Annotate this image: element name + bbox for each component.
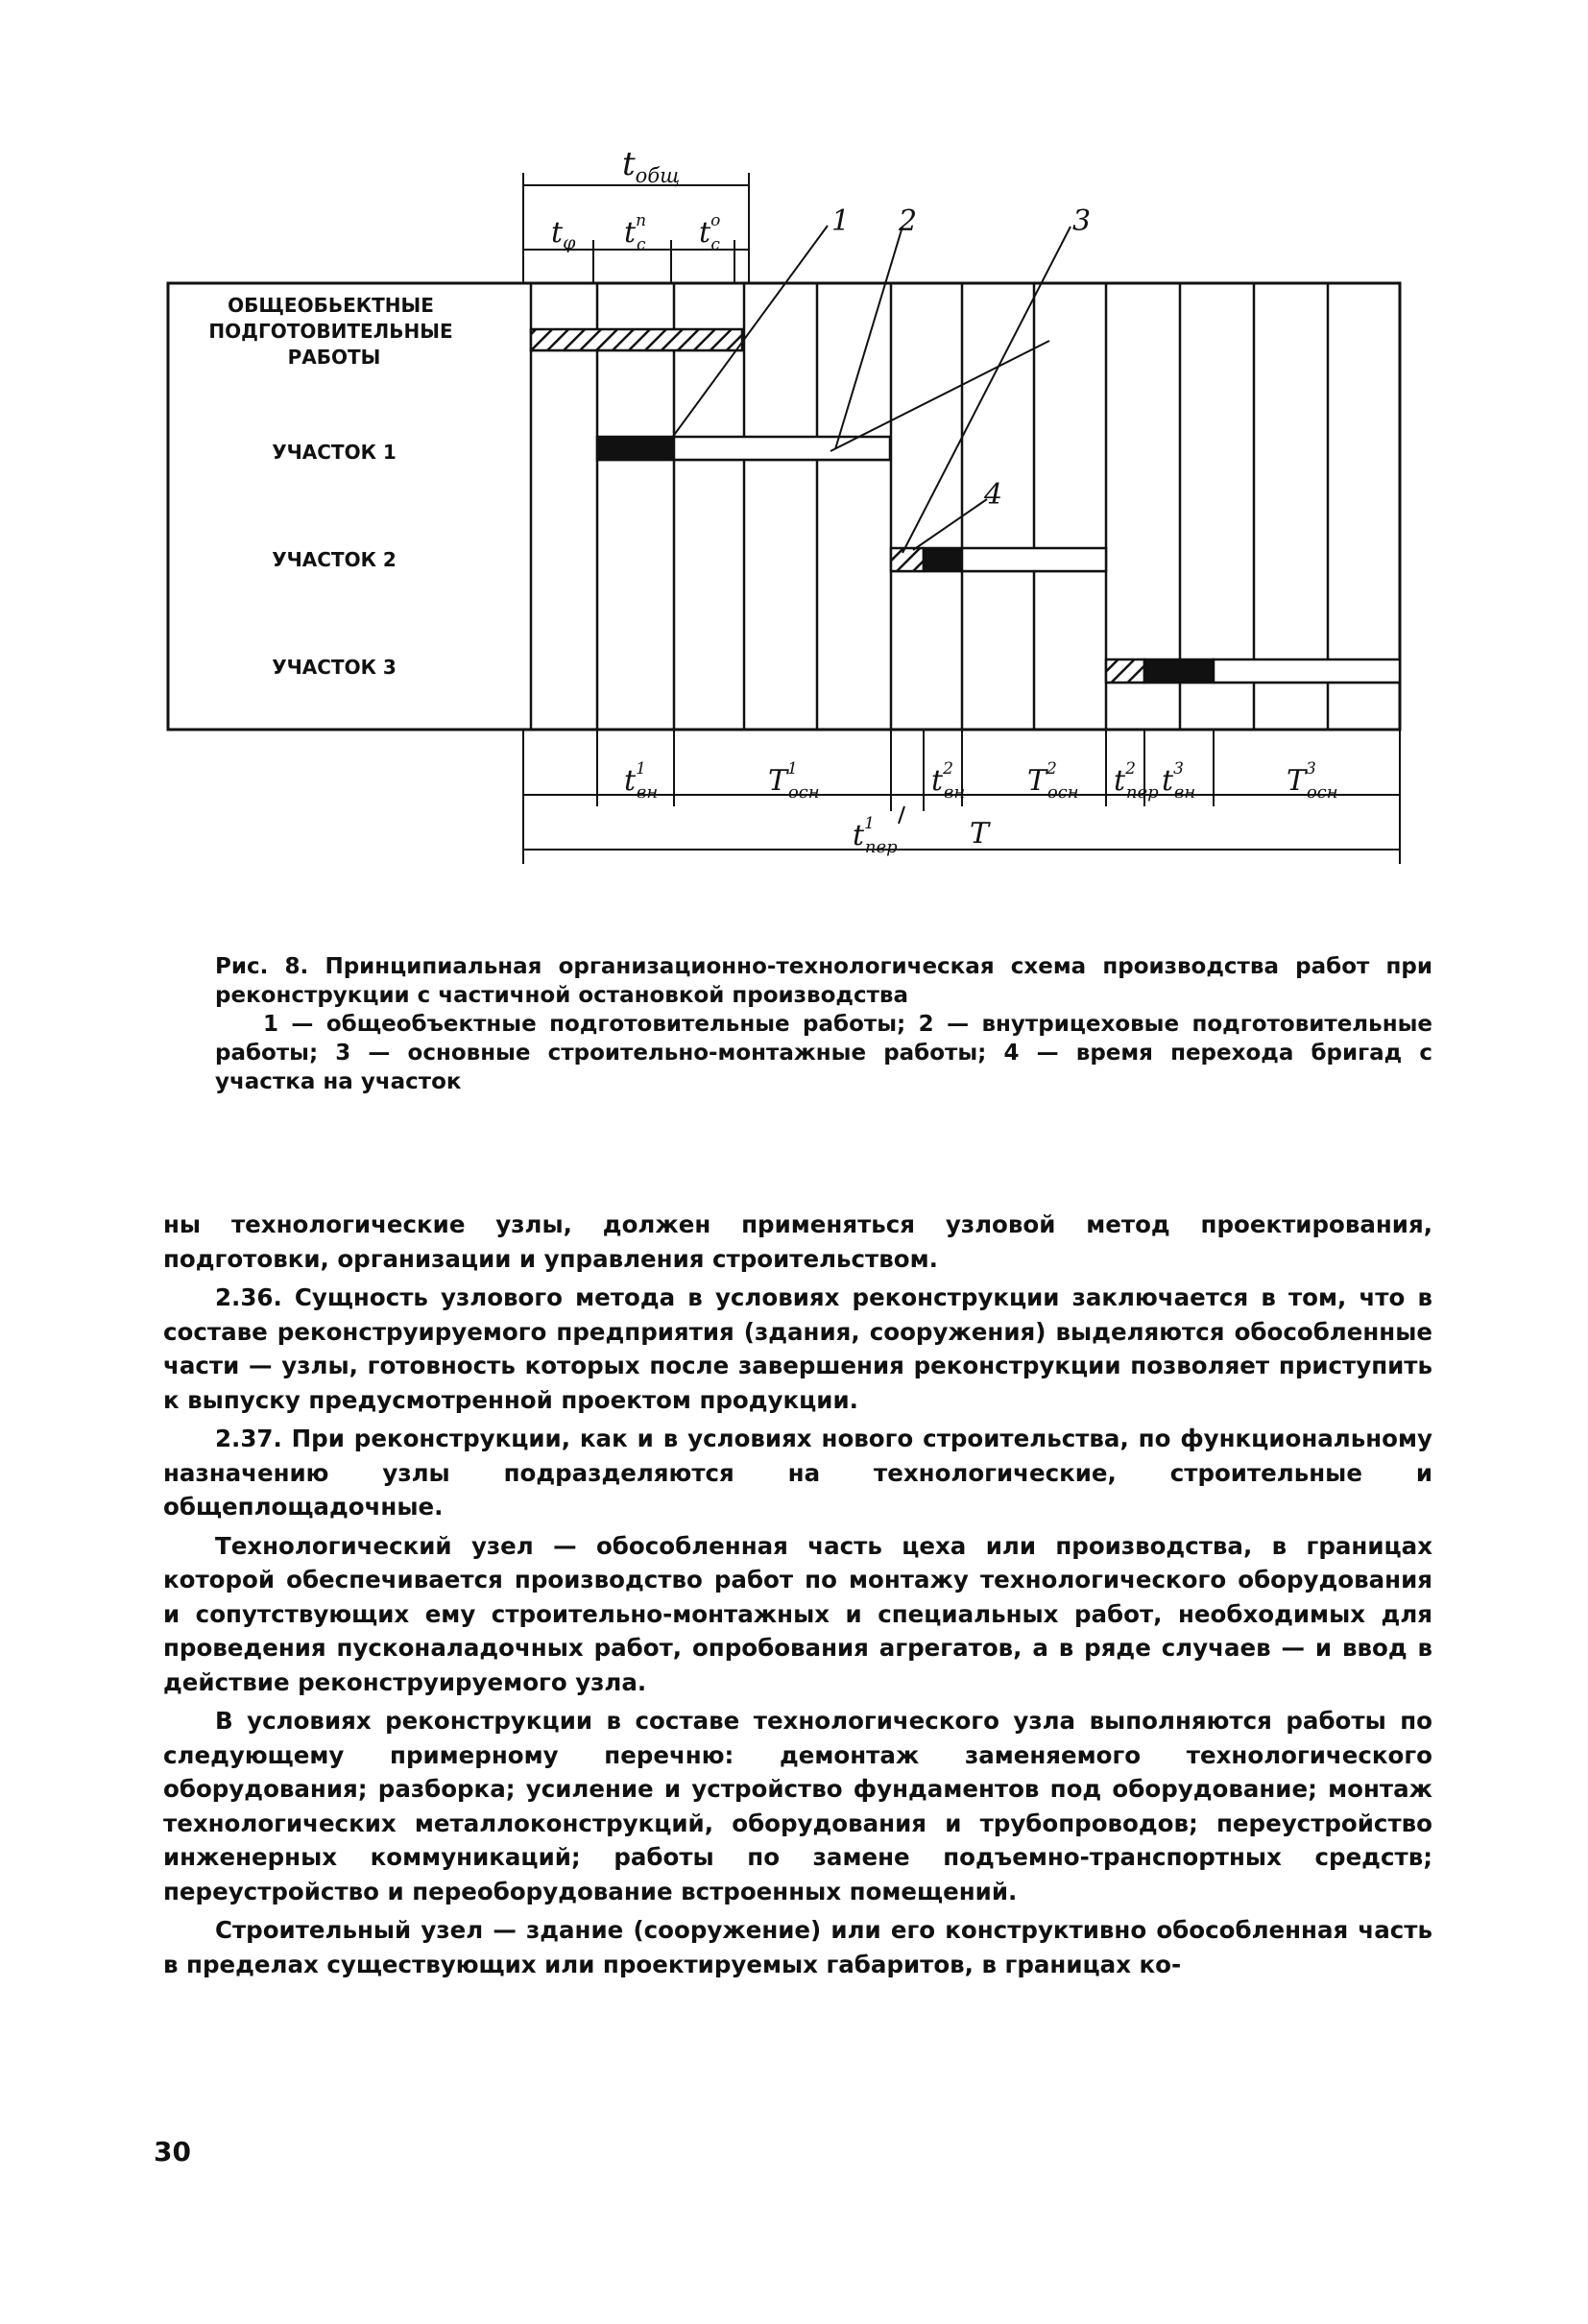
bottom-dim-label: $T^2$ осн <box>1027 759 1079 803</box>
caption-title: Рис. 8. Принципиальная организационно-технологическая схема производства работ при реконструкции с частичной остановкой производства <box>215 954 1432 1008</box>
paragraph: 2.36. Сущность узлового метода в условиях реконструкции заключается в том, что в составе реконструируемого предприятия (здания, сооружения) выделяются обособленные части — узлы, готовность которых после завершения реконструкции позволяет приступить к выпуску предусмотренной проектом продукции. <box>163 1283 1432 1414</box>
bar-s3-transition <box>1106 659 1144 683</box>
dim-t-total: $t_{общ}$ <box>622 145 681 187</box>
bottom-dim-label: $t^1$ вн <box>624 759 659 803</box>
callout-4: 4 <box>984 478 1003 512</box>
bottom-dim-label: $T^1$ осн <box>768 759 820 803</box>
bottom-dim-label: $T^3$ осн <box>1287 759 1338 803</box>
dim-T-total: T <box>970 817 990 851</box>
paragraph: В условиях реконструкции в составе технологического узла выполняются работы по следующему примерному перечню: демонтаж заменяемого технологического оборудования; разборка; усиление и устройство фундаментов под оборудование; монтаж технологических металлоконструкций, оборудования и трубопроводов; переустройство инженерных коммуникаций; работы по замене подъемно-транспортных средств; переустройство и переоборудование встроенных помещений. <box>163 1707 1432 1905</box>
row-label-section-2: УЧАСТОК 2 <box>272 548 397 571</box>
dim-t-c-o: $t^о$ с <box>699 211 721 254</box>
bar-s2-main-works <box>962 548 1106 571</box>
bar-s3-internal-prep <box>1144 659 1214 683</box>
paragraph: Технологический узел — обособленная часть цеха или производства, в границах которой обеспечивается производство работ по монтажу технологического оборудования и сопутствующих ему строительно-монтажных и специальных работ, необходимых для проведения пусконаладочных работ, опробования агрегатов, а в ряде случаев — и ввод в действие реконструируемого узла. <box>163 1531 1432 1696</box>
bar-s2-transition <box>891 548 924 571</box>
bar-common-prep <box>531 329 742 350</box>
paragraph: 2.37. При реконструкции, как и в условиях нового строительства, по функциональному назначению узлы подразделяются на технологические, строительные и общеплощадочные. <box>163 1425 1432 1521</box>
row-label-section-3: УЧАСТОК 3 <box>272 656 397 679</box>
dim-t-per-1: $t^1$ пер <box>853 814 898 857</box>
callout-1: 1 <box>831 204 851 238</box>
bar-s3-main-works <box>1214 659 1400 683</box>
leader-line-2 <box>835 227 902 449</box>
caption-legend: 1 — общеобъектные подготовительные работы; 2 — внутрицеховые подготовительные работы; 3 — основные строительно-монтажные работы; 4 — время перехода бригад с участка на участок <box>215 1012 1432 1094</box>
callout-2: 2 <box>899 204 918 238</box>
dim-t-c-p: $t^п$ с <box>624 211 647 254</box>
bottom-dim-labels <box>624 759 1338 803</box>
bar-s1-main-works <box>674 437 890 460</box>
dim-t-phi: $t_\varphi$ <box>551 216 576 253</box>
bottom-dim-label: $t^2$ вн <box>931 759 966 803</box>
leader-line-4 <box>913 499 987 550</box>
paragraph: Строительный узел — здание (сооружение) или его конструктивно обособленная часть в пределах существующих или проектируемых габаритов, в границах ко- <box>163 1916 1432 1978</box>
bottom-dim-label: $t^3$ вн <box>1162 759 1196 803</box>
body-text <box>163 1208 1432 1986</box>
schedule-diagram <box>0 0 1588 922</box>
row-label-common: ОБЩЕОБЬЕКТНЫЕ ПОДГОТОВИТЕЛЬНЫЕ РАБОТЫ <box>208 294 453 369</box>
bottom-dim-label: $t^2$ пер <box>1114 759 1159 803</box>
callout-3: 3 <box>1072 204 1092 238</box>
bar-s1-internal-prep <box>597 437 674 460</box>
page-number: 30 <box>154 2136 191 2168</box>
row-label-section-1: УЧАСТОК 1 <box>272 441 397 464</box>
figure-caption <box>215 952 1432 1096</box>
bar-s2-internal-prep <box>924 548 962 571</box>
paragraph: ны технологические узлы, должен применяться узловой метод проектирования, подготовки, организации и управления строительством. <box>163 1210 1432 1273</box>
